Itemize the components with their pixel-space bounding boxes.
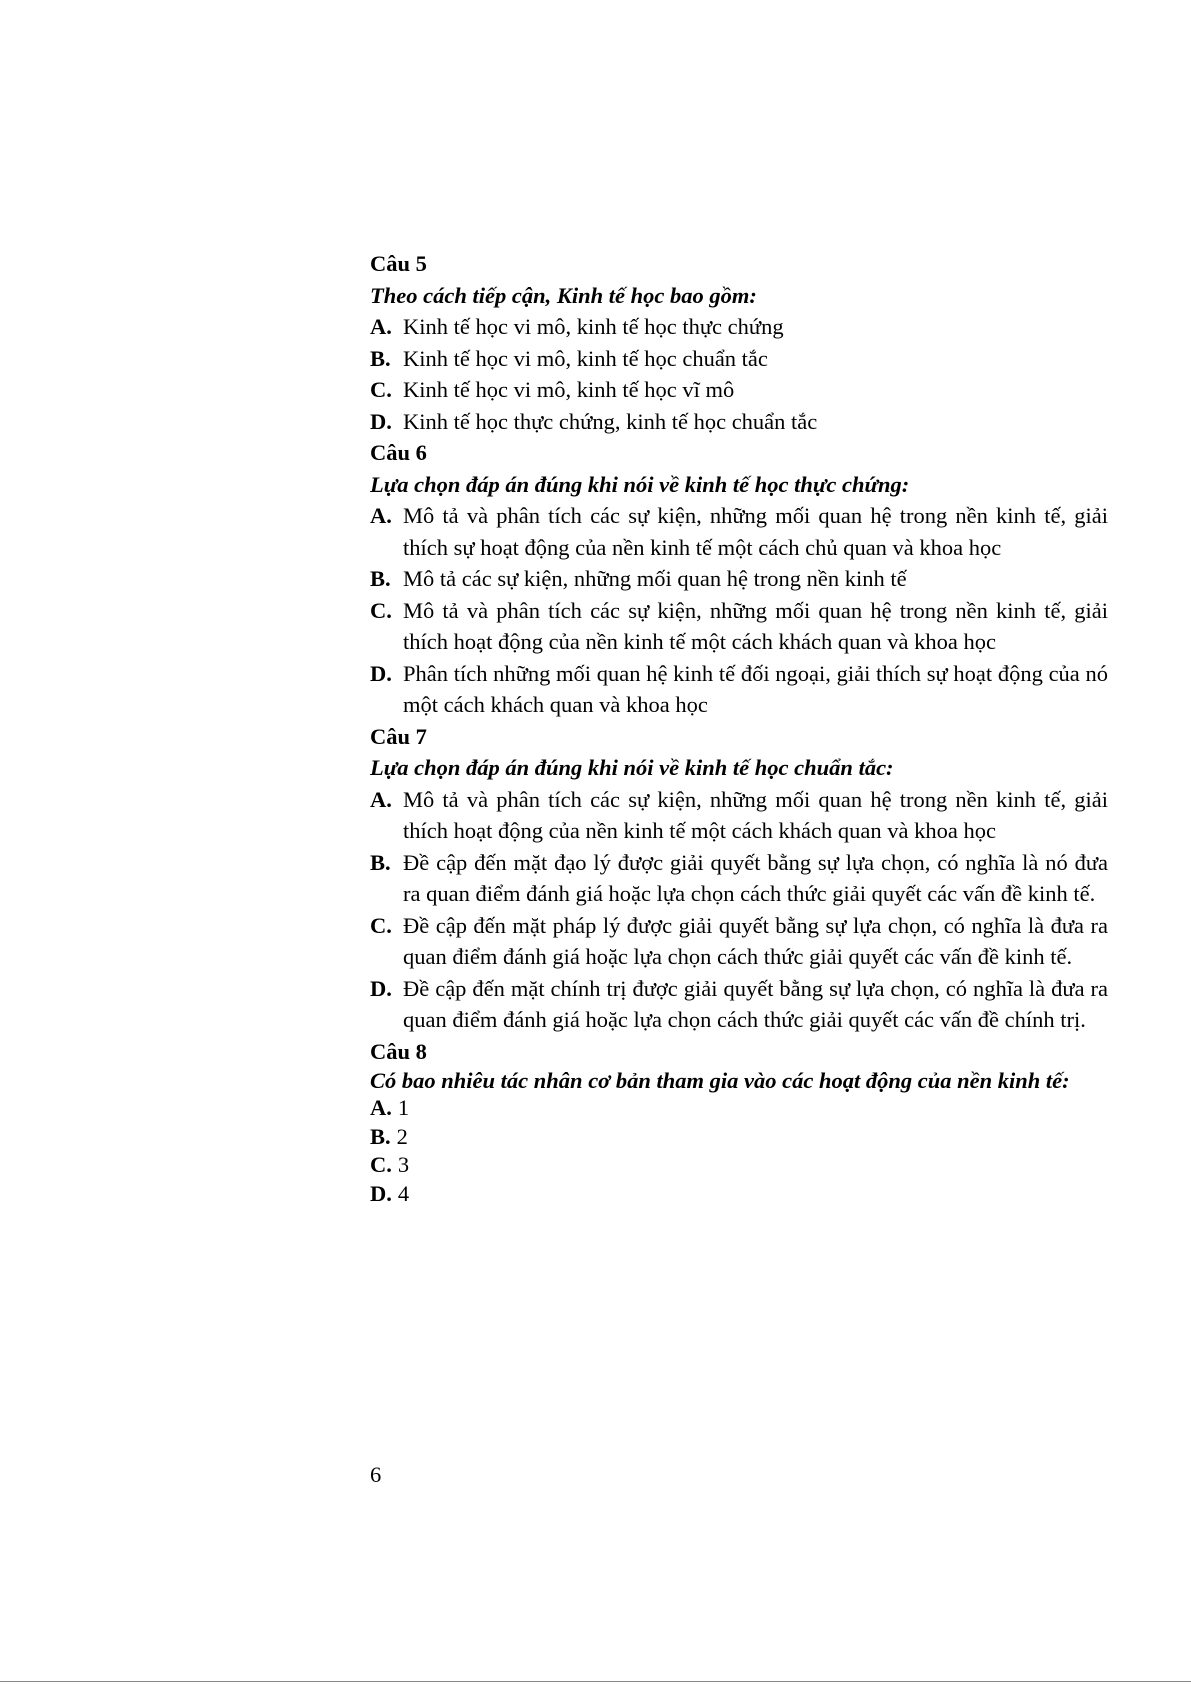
- option-letter: C.: [370, 1152, 392, 1177]
- option-b: [370, 847, 1108, 910]
- option-text: Đề cập đến mặt chính trị được giải quyết bằng sự lựa chọn, có nghĩa là đưa ra quan điểm đánh giá hoặc lựa chọn cách thức giải quyết các vấn đề chính trị.: [403, 975, 1108, 1032]
- option-letter: B.: [370, 345, 391, 371]
- option-c: [370, 910, 1108, 973]
- option-c: [370, 1151, 1108, 1180]
- option-letter: B.: [370, 849, 391, 875]
- option-letter: B.: [370, 1123, 391, 1149]
- question-7: [370, 721, 1108, 1036]
- option-d: [370, 1180, 1108, 1209]
- option-c: [370, 374, 1108, 406]
- question-prompt: Có bao nhiêu tác nhân cơ bản tham gia vào các hoạt động của nền kinh tế:: [370, 1068, 1070, 1093]
- option-a: [370, 784, 1108, 847]
- option-letter: D.: [370, 1180, 392, 1206]
- document-body: [370, 248, 1108, 1208]
- option-d: [370, 658, 1108, 721]
- option-text: Kinh tế học vi mô, kinh tế học chuẩn tắc: [403, 345, 768, 371]
- page-number: 6: [370, 1462, 382, 1487]
- option-text: Đề cập đến mặt đạo lý được giải quyết bằng sự lựa chọn, có nghĩa là nó đưa ra quan điểm đánh giá hoặc lựa chọn cách thức giải quyết các vấn đề kinh tế.: [403, 849, 1108, 906]
- option-letter: D.: [370, 408, 392, 434]
- option-a: [370, 500, 1108, 563]
- question-title: Câu 8: [370, 1038, 427, 1064]
- option-letter: D.: [370, 975, 392, 1001]
- option-text: 2: [396, 1123, 408, 1149]
- option-text: Mô tả và phân tích các sự kiện, những mối quan hệ trong nền kinh tế, giải thích sự hoạt động của nền kinh tế một cách chủ quan và khoa học: [403, 503, 1108, 560]
- option-letter: D.: [370, 660, 392, 686]
- option-b: [370, 1123, 1108, 1152]
- option-text: Mô tả và phân tích các sự kiện, những mối quan hệ trong nền kinh tế, giải thích hoạt động của nền kinh tế một cách khách quan và khoa học: [403, 786, 1108, 843]
- question-6: [370, 437, 1108, 721]
- question-title: Câu 7: [370, 723, 427, 749]
- option-c: [370, 595, 1108, 658]
- question-8: [370, 1036, 1108, 1209]
- question-title: Câu 5: [370, 251, 427, 276]
- question-prompt: Lựa chọn đáp án đúng khi nói về kinh tế học thực chứng:: [370, 471, 910, 497]
- option-text: Phân tích những mối quan hệ kinh tế đối ngoại, giải thích sự hoạt động của nó một cách khách quan và khoa học: [403, 660, 1108, 717]
- option-b: [370, 563, 1108, 595]
- question-prompt: Theo cách tiếp cận, Kinh tế học bao gồm:: [370, 282, 757, 308]
- page-bottom-divider: [0, 1681, 1191, 1682]
- option-text: Kinh tế học vi mô, kinh tế học vĩ mô: [403, 377, 735, 402]
- option-d: [370, 973, 1108, 1036]
- option-letter: A.: [370, 314, 392, 339]
- option-letter: A.: [370, 503, 392, 528]
- option-text: Mô tả các sự kiện, những mối quan hệ trong nền kinh tế: [403, 566, 907, 591]
- option-text: Kinh tế học thực chứng, kinh tế học chuẩn tắc: [403, 408, 818, 434]
- option-letter: B.: [370, 566, 391, 591]
- option-text: 1: [397, 1095, 410, 1120]
- option-letter: C.: [370, 377, 392, 402]
- option-a: [370, 1094, 1108, 1123]
- option-text: 4: [397, 1180, 410, 1206]
- question-prompt: Lựa chọn đáp án đúng khi nói về kinh tế học chuẩn tắc:: [370, 755, 894, 780]
- question-5: [370, 248, 1108, 437]
- option-b: [370, 343, 1108, 375]
- option-text: Mô tả và phân tích các sự kiện, những mối quan hệ trong nền kinh tế, giải thích hoạt động của nền kinh tế một cách khách quan và khoa học: [403, 597, 1108, 654]
- option-letter: C.: [370, 597, 392, 623]
- option-text: Đề cập đến mặt pháp lý được giải quyết bằng sự lựa chọn, có nghĩa là đưa ra quan điểm đánh giá hoặc lựa chọn cách thức giải quyết các vấn đề kinh tế.: [403, 912, 1108, 969]
- option-a: [370, 311, 1108, 343]
- option-letter: C.: [370, 912, 392, 938]
- option-text: 3: [397, 1152, 410, 1177]
- question-title: Câu 6: [370, 440, 427, 465]
- option-letter: A.: [370, 1095, 392, 1120]
- option-text: Kinh tế học vi mô, kinh tế học thực chứng: [403, 314, 784, 339]
- option-letter: A.: [370, 786, 392, 812]
- option-d: [370, 406, 1108, 438]
